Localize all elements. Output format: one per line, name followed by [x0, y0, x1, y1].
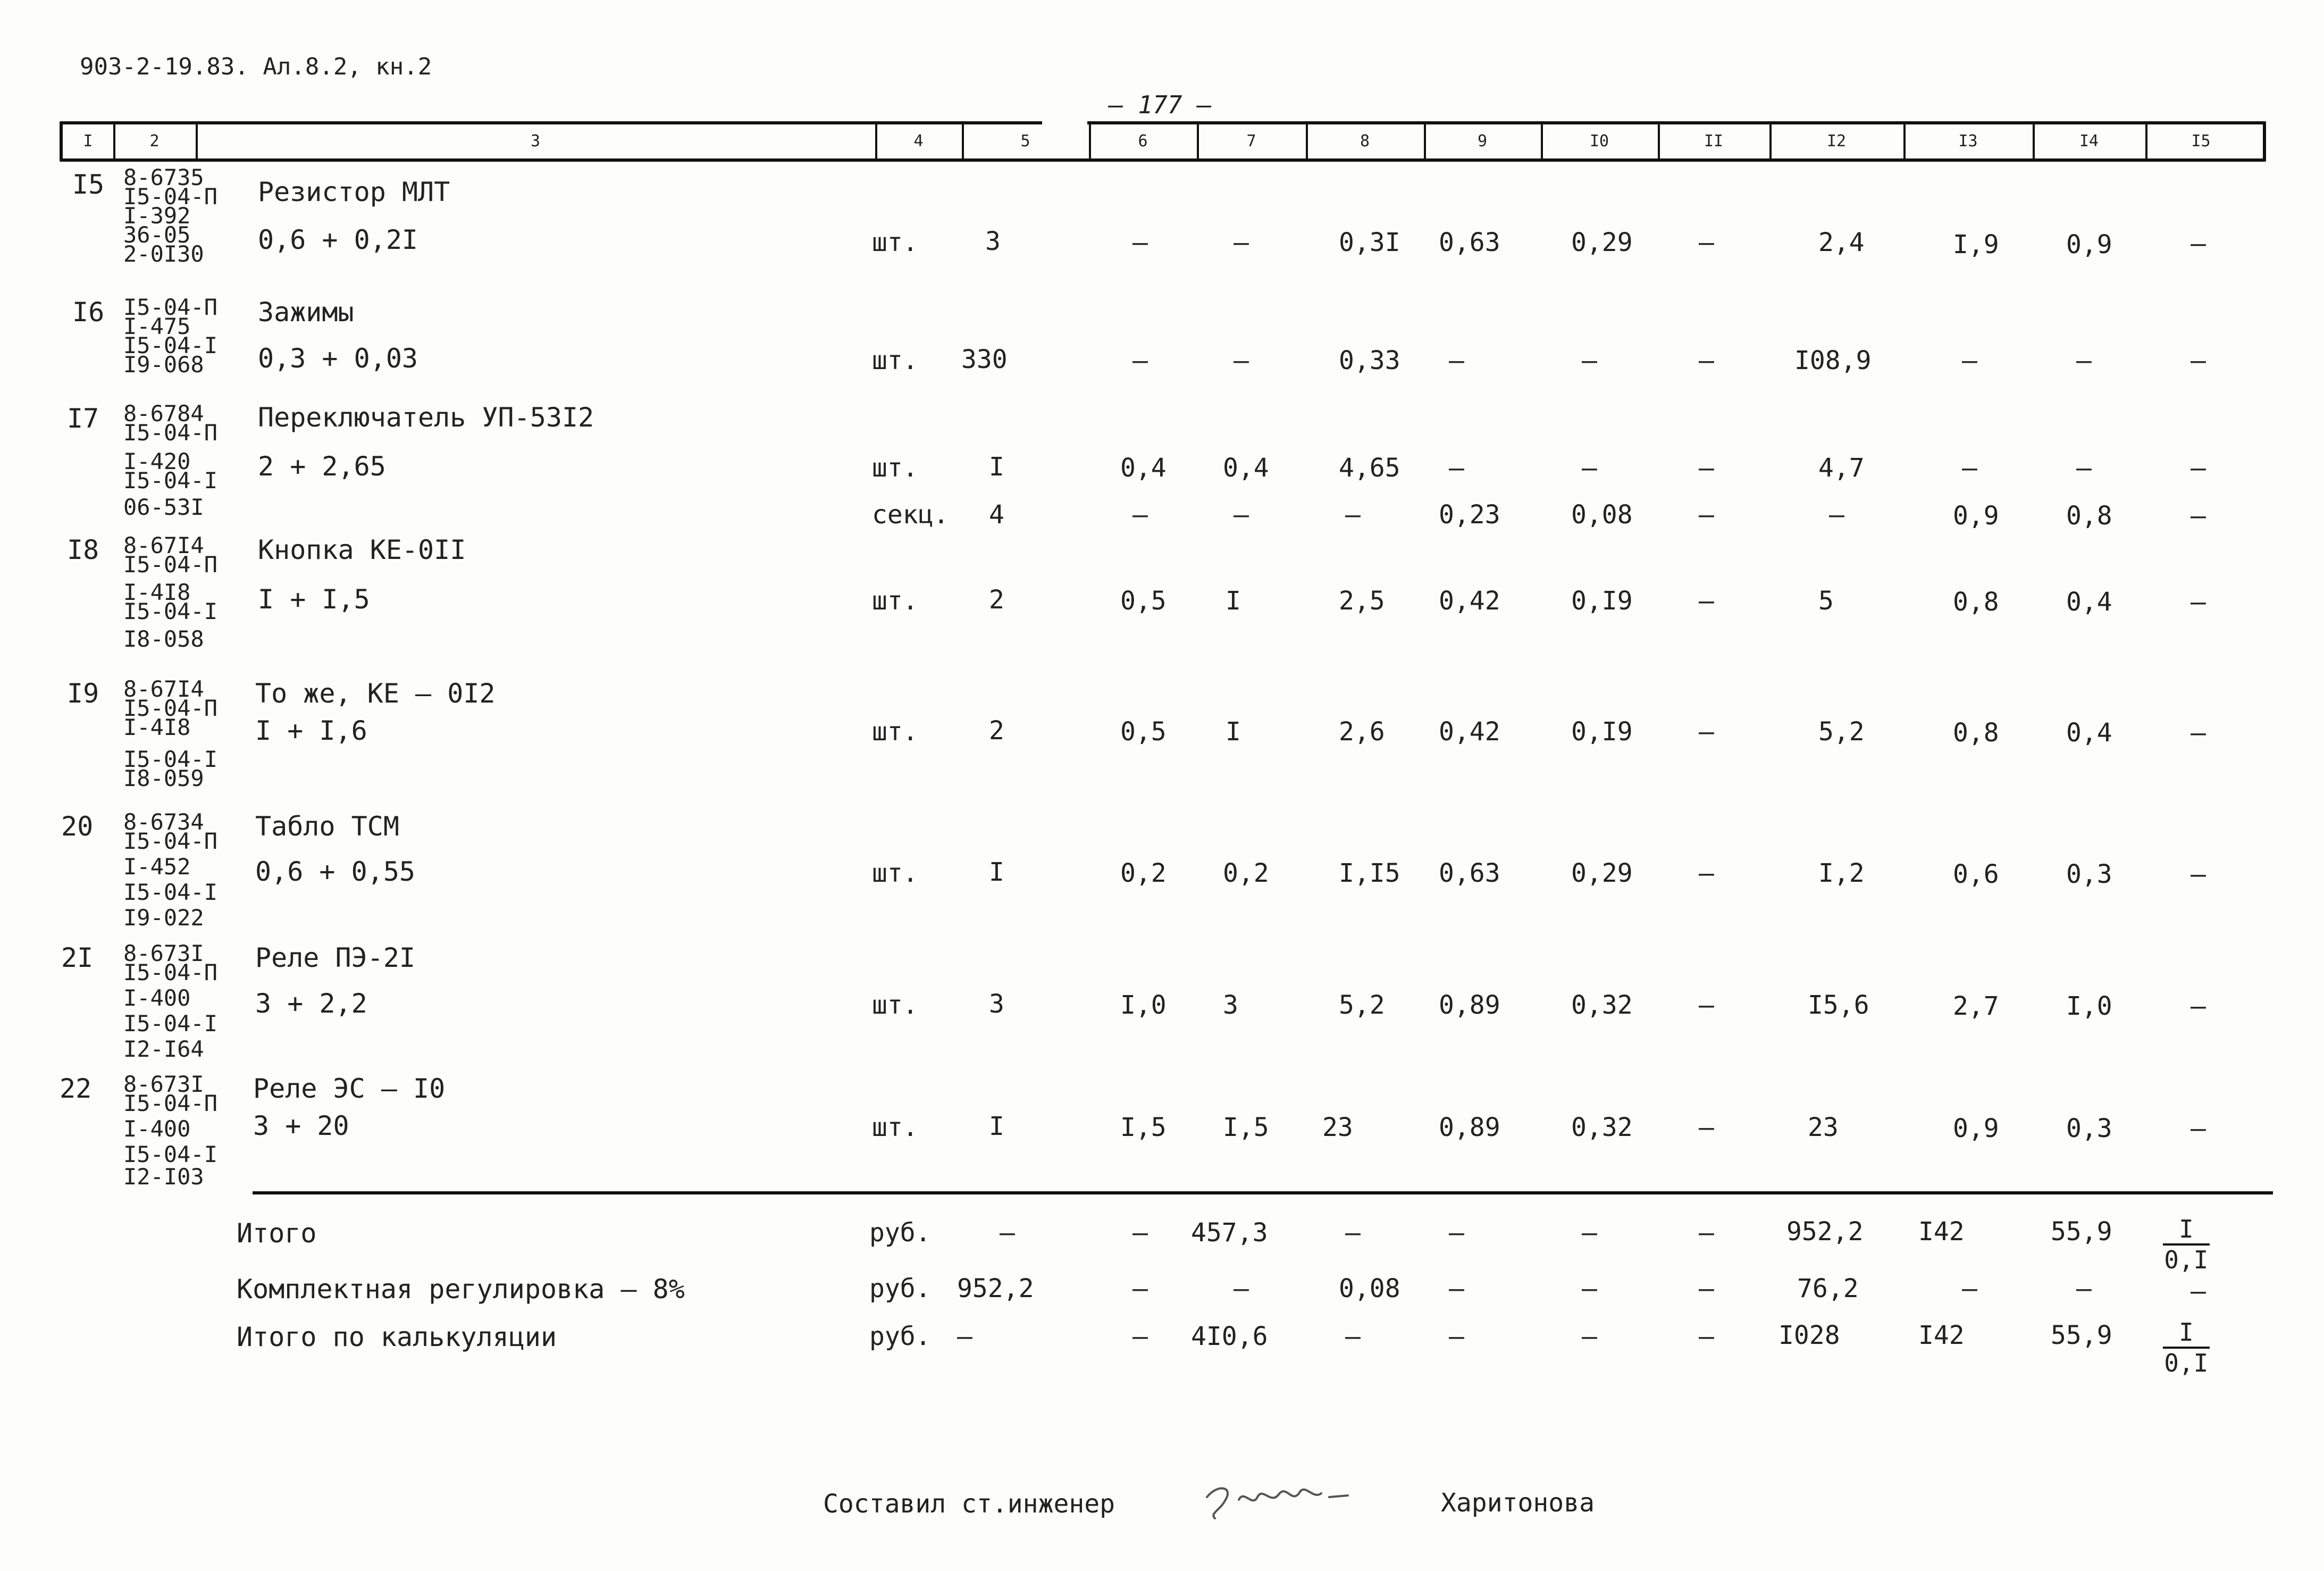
cell-c12: I08,9 [1794, 346, 1872, 375]
code-line: I5-04-П [123, 959, 218, 985]
cell-c8: 23 [1322, 1113, 1353, 1142]
cell-c9: – [1449, 1322, 1464, 1351]
code-line: 8-67I4 [123, 532, 204, 558]
cell-c6: – [1132, 500, 1148, 530]
unit-cell: руб. [869, 1322, 931, 1351]
unit-cell: шт. [872, 717, 918, 747]
unit-cell: шт. [872, 1113, 918, 1142]
cell-c5: 2 [989, 585, 1004, 615]
cell-c14: 55,9 [2051, 1321, 2112, 1350]
code-line: I-400 [123, 1116, 191, 1142]
code-line: I-452 [123, 854, 191, 880]
item-formula: 0,3 + 0,03 [258, 343, 418, 374]
cell-c6: – [1132, 1274, 1148, 1303]
cell-c9: 0,89 [1439, 990, 1500, 1020]
code-line: 8-6734 [123, 809, 204, 835]
item-formula: I + I,5 [258, 584, 370, 615]
fraction-denominator: 0,I [2164, 1246, 2209, 1274]
code-line: I5-04-I [123, 467, 218, 494]
cell-c10: – [1582, 1274, 1597, 1303]
cell-c14: 0,3 [2066, 1114, 2112, 1143]
document-code: 903-2-19.83. Ал.8.2, кн.2 [80, 53, 432, 80]
cell-c6: – [1132, 1322, 1148, 1351]
col-header-15: I5 [2191, 132, 2211, 151]
cell-c9: – [1449, 453, 1464, 483]
totals-label: Комплектная регулировка – 8% [237, 1274, 685, 1305]
cell-c11: – [1699, 500, 1714, 530]
item-formula: I + I,6 [255, 715, 367, 746]
cell-c12: 5 [1818, 586, 1834, 616]
cell-c12: 952,2 [1786, 1217, 1864, 1247]
cell-c14: 0,4 [2066, 587, 2112, 617]
cell-c15: – [2191, 587, 2206, 617]
fraction-numerator: I [2163, 1318, 2210, 1349]
cell-c7: I [1226, 586, 1241, 616]
col-header-7: 7 [1197, 124, 1308, 158]
cell-c8: 4,65 [1339, 453, 1400, 483]
code-line: I9-068 [123, 352, 204, 378]
item-name: Табло ТСМ [255, 811, 399, 842]
item-formula: 2 + 2,65 [258, 451, 386, 482]
cell-c9: – [1449, 1218, 1464, 1248]
cell-c9: 0,42 [1439, 717, 1500, 747]
cell-c6: – [1132, 1218, 1148, 1248]
unit-cell: шт. [872, 990, 918, 1020]
cell-c6: 0,5 [1120, 586, 1167, 616]
cell-c8: 5,2 [1339, 990, 1385, 1020]
cell-c8: 2,5 [1339, 586, 1385, 616]
cell-c6: 0,2 [1120, 858, 1167, 888]
col-header-13: I3 [1903, 124, 2035, 158]
cell-c10: 0,08 [1571, 500, 1633, 530]
cell-c15: – [2191, 859, 2206, 889]
totals-label: Итого по калькуляции [237, 1322, 557, 1352]
cell-c9: 0,89 [1439, 1113, 1500, 1142]
row-number: 2I [61, 942, 94, 973]
code-line: I5-04-I [123, 332, 218, 358]
code-line: I5-04-I [123, 1010, 218, 1037]
col-header-11: II [1658, 124, 1772, 158]
cell-c7: I [1226, 717, 1241, 747]
item-formula: 3 + 20 [253, 1110, 349, 1141]
totals-label: Итого [237, 1218, 317, 1249]
cell-c8: 0,33 [1339, 346, 1400, 375]
code-line: I-420 [123, 448, 191, 474]
unit-cell: шт. [872, 858, 918, 888]
cell-c10: – [1582, 1218, 1597, 1248]
item-name: Зажимы [258, 297, 354, 328]
unit-cell: шт. [872, 228, 918, 257]
row-number: 22 [60, 1073, 92, 1104]
cell-c10: 0,32 [1571, 1113, 1633, 1142]
code-line: I9-022 [123, 905, 204, 931]
cell-c7: – [1234, 228, 1249, 257]
code-line: I2-I03 [123, 1164, 204, 1190]
code-line: 06-53I [123, 494, 204, 520]
cell-c14: I,0 [2066, 991, 2112, 1021]
row-number: I6 [72, 297, 105, 328]
cell-c7: – [1234, 500, 1249, 530]
fraction-denominator: 0,I [2164, 1349, 2209, 1377]
code-line: I-400 [123, 985, 191, 1011]
col-header-6: 6 [1089, 124, 1199, 158]
item-name: То же, КЕ – 0I2 [255, 678, 496, 709]
cell-c7: 457,3 [1191, 1218, 1268, 1248]
item-name: Переключатель УП-53I2 [258, 402, 594, 433]
col-header-4: 4 [875, 124, 964, 158]
cell-c8: 2,6 [1339, 717, 1385, 747]
code-line: I-4I8 [123, 714, 191, 740]
cell-c8: I,I5 [1339, 858, 1400, 888]
cell-c13: 0,6 [1953, 859, 1999, 889]
cell-c13: I,9 [1953, 230, 1999, 260]
cell-c13: I42 [1918, 1217, 1965, 1247]
cell-c6: 0,4 [1120, 453, 1167, 483]
item-formula: 0,6 + 0,55 [255, 856, 416, 887]
code-line: I-4I8 [123, 579, 191, 605]
code-line: I5-04-П [123, 420, 218, 446]
cell-c14: 55,9 [2051, 1217, 2112, 1247]
cell-c7: 4I0,6 [1191, 1322, 1268, 1351]
code-line: I5-04-I [123, 879, 218, 905]
compiler-name: Харитонова [1441, 1488, 1595, 1518]
code-line: 8-6784 [123, 400, 204, 427]
code-line: 8-67I4 [123, 676, 204, 702]
code-line: I5-04-П [123, 695, 218, 721]
col-header-2: 2 [113, 124, 198, 158]
unit-cell: шт. [872, 346, 918, 375]
cell-c13: – [1962, 1274, 1977, 1303]
code-line: 2-0I30 [123, 241, 204, 267]
cell-c5: – [957, 1322, 972, 1351]
handwritten-signature [1202, 1468, 1377, 1528]
code-line: I5-04-I [123, 1141, 218, 1167]
cell-c15: – [2191, 229, 2206, 258]
fraction-numerator: I [2163, 1215, 2210, 1246]
cell-c14: 0,4 [2066, 718, 2112, 748]
cell-c6: – [1132, 228, 1148, 257]
cell-c7: 3 [1223, 990, 1238, 1020]
code-line: I5-04-I [123, 598, 218, 624]
cell-c11: – [1699, 717, 1714, 747]
code-line: I8-059 [123, 765, 204, 791]
cell-c7: I,5 [1223, 1113, 1269, 1142]
cell-c5: – [1000, 1218, 1015, 1248]
cell-c13: I42 [1918, 1321, 1965, 1350]
unit-cell: секц. [872, 500, 949, 530]
cell-c6: I,5 [1120, 1113, 1167, 1142]
cell-c12: 2,4 [1818, 228, 1865, 257]
cell-c9: 0,23 [1439, 500, 1500, 530]
cell-c5: 952,2 [957, 1274, 1034, 1303]
cell-c8: 0,08 [1339, 1274, 1400, 1303]
code-line: I-392 [123, 203, 191, 229]
cell-c12: 5,2 [1818, 717, 1865, 747]
cell-c5: 4 [989, 500, 1004, 530]
code-line: I8-058 [123, 626, 204, 652]
cell-c9: 0,63 [1439, 228, 1500, 257]
compiler-label: Составил ст.инженер [823, 1489, 1115, 1519]
cell-c11: – [1699, 1274, 1714, 1303]
cell-c13: 0,8 [1953, 718, 1999, 748]
col-header-1: I [63, 124, 115, 158]
cell-c10: – [1582, 453, 1597, 483]
cell-c11: – [1699, 1218, 1714, 1248]
cell-c14: – [2076, 453, 2092, 483]
cell-c5: 330 [961, 345, 1008, 374]
fraction-cell [2163, 1318, 2210, 1377]
col-header-8: 8 [1306, 124, 1426, 158]
row-number: I9 [67, 678, 99, 709]
cell-c15: – [2191, 1114, 2206, 1143]
code-line: I-475 [123, 313, 191, 339]
col-header-3: 3 [196, 124, 877, 158]
col-header-9: 9 [1424, 124, 1543, 158]
item-name: Резистор МЛТ [258, 177, 450, 207]
cell-c10: 0,29 [1571, 228, 1633, 257]
unit-cell: шт. [872, 586, 918, 616]
col-header-14: I4 [2033, 124, 2147, 158]
cell-c6: I,0 [1120, 990, 1167, 1020]
code-line: I5-04-П [123, 828, 218, 854]
row-number: I5 [72, 169, 105, 200]
row-number: 20 [61, 811, 94, 842]
cell-c5: I [989, 857, 1004, 887]
cell-c11: – [1699, 586, 1714, 616]
item-formula: 0,6 + 0,2I [258, 224, 418, 255]
col-header-5: 5 [962, 124, 1091, 158]
cell-c13: 0,9 [1953, 1114, 1999, 1143]
header-gap [1042, 118, 1087, 128]
fraction-cell [2163, 1215, 2210, 1274]
cell-c13: – [1962, 453, 1977, 483]
cell-c13: 0,8 [1953, 587, 1999, 617]
code-line: 8-673I [123, 940, 204, 966]
cell-c12: – [1829, 500, 1844, 530]
cell-c7: – [1234, 1274, 1249, 1303]
cell-c7: 0,2 [1223, 858, 1269, 888]
code-line: I5-04-I [123, 746, 218, 772]
cell-c9: 0,63 [1439, 858, 1500, 888]
code-line: I5-04-П [123, 1090, 218, 1116]
cell-c9: – [1449, 346, 1464, 375]
cell-c15: – [2191, 1276, 2206, 1306]
cell-c12: I5,6 [1808, 990, 1869, 1020]
cell-c14: 0,8 [2066, 501, 2112, 531]
unit-cell: руб. [869, 1218, 931, 1248]
cell-c13: – [1962, 346, 1977, 375]
cell-c14: 0,3 [2066, 859, 2112, 889]
cell-c15: – [2191, 453, 2206, 483]
cell-c10: 0,32 [1571, 990, 1633, 1020]
cell-c8: – [1345, 500, 1361, 530]
cell-c10: – [1582, 346, 1597, 375]
cell-c14: 0,9 [2066, 230, 2112, 260]
code-line: 36-05 [123, 222, 191, 248]
cell-c9: – [1449, 1274, 1464, 1303]
cell-c11: – [1699, 453, 1714, 483]
cell-c15: – [2191, 718, 2206, 748]
cell-c12: I,2 [1818, 858, 1865, 888]
row-number: I8 [67, 534, 99, 565]
cell-c11: – [1699, 228, 1714, 257]
cell-c6: 0,5 [1120, 717, 1167, 747]
cell-c15: – [2191, 991, 2206, 1021]
cell-c5: I [989, 1112, 1004, 1141]
cell-c6: – [1132, 346, 1148, 375]
cell-c9: 0,42 [1439, 586, 1500, 616]
code-line: 8-673I [123, 1071, 204, 1097]
cell-c11: – [1699, 346, 1714, 375]
cell-c12: 4,7 [1818, 453, 1865, 483]
cell-c10: 0,29 [1571, 858, 1633, 888]
cell-c13: 0,9 [1953, 501, 1999, 531]
cell-c7: – [1234, 346, 1249, 375]
code-line: 8-6735 [123, 164, 204, 190]
item-name: Реле ЭС – I0 [253, 1073, 446, 1104]
cell-c12: I028 [1778, 1321, 1840, 1350]
cell-c11: – [1699, 858, 1714, 888]
cell-c13: 2,7 [1953, 991, 1999, 1021]
item-name: Реле ПЭ-2I [255, 942, 416, 973]
unit-cell: шт. [872, 453, 918, 483]
cell-c10: 0,I9 [1571, 586, 1633, 616]
page-number: — 177 — [1109, 90, 1212, 119]
unit-cell: руб. [869, 1274, 931, 1303]
cell-c14: – [2076, 1274, 2092, 1303]
cell-c8: 0,3I [1339, 228, 1400, 257]
column-header-bar [60, 121, 2266, 162]
totals-divider [253, 1191, 2273, 1194]
cell-c14: – [2076, 346, 2092, 375]
item-name: Кнопка КЕ-0II [258, 534, 466, 565]
cell-c5: 3 [989, 989, 1004, 1019]
col-header-10: I0 [1541, 124, 1660, 158]
cell-c8: – [1345, 1322, 1361, 1351]
col-header-12: I2 [1769, 124, 1906, 158]
code-line: I5-04-П [123, 551, 218, 578]
cell-c11: – [1699, 990, 1714, 1020]
cell-c11: – [1699, 1113, 1714, 1142]
cell-c12: 23 [1808, 1113, 1839, 1142]
cell-c5: 3 [985, 227, 1001, 256]
code-line: I5-04-П [123, 183, 218, 210]
code-line: I5-04-П [123, 294, 218, 320]
code-line: I2-I64 [123, 1036, 204, 1062]
cell-c12: 76,2 [1797, 1274, 1859, 1303]
cell-c7: 0,4 [1223, 453, 1269, 483]
cell-c11: – [1699, 1322, 1714, 1351]
cell-c15: – [2191, 346, 2206, 375]
cell-c5: 2 [989, 716, 1004, 746]
cell-c8: – [1345, 1218, 1361, 1248]
cell-c15: – [2191, 501, 2206, 531]
cell-c10: 0,I9 [1571, 717, 1633, 747]
cell-c10: – [1582, 1322, 1597, 1351]
cell-c5: I [989, 452, 1004, 482]
item-formula: 3 + 2,2 [255, 988, 367, 1019]
row-number: I7 [67, 403, 99, 434]
